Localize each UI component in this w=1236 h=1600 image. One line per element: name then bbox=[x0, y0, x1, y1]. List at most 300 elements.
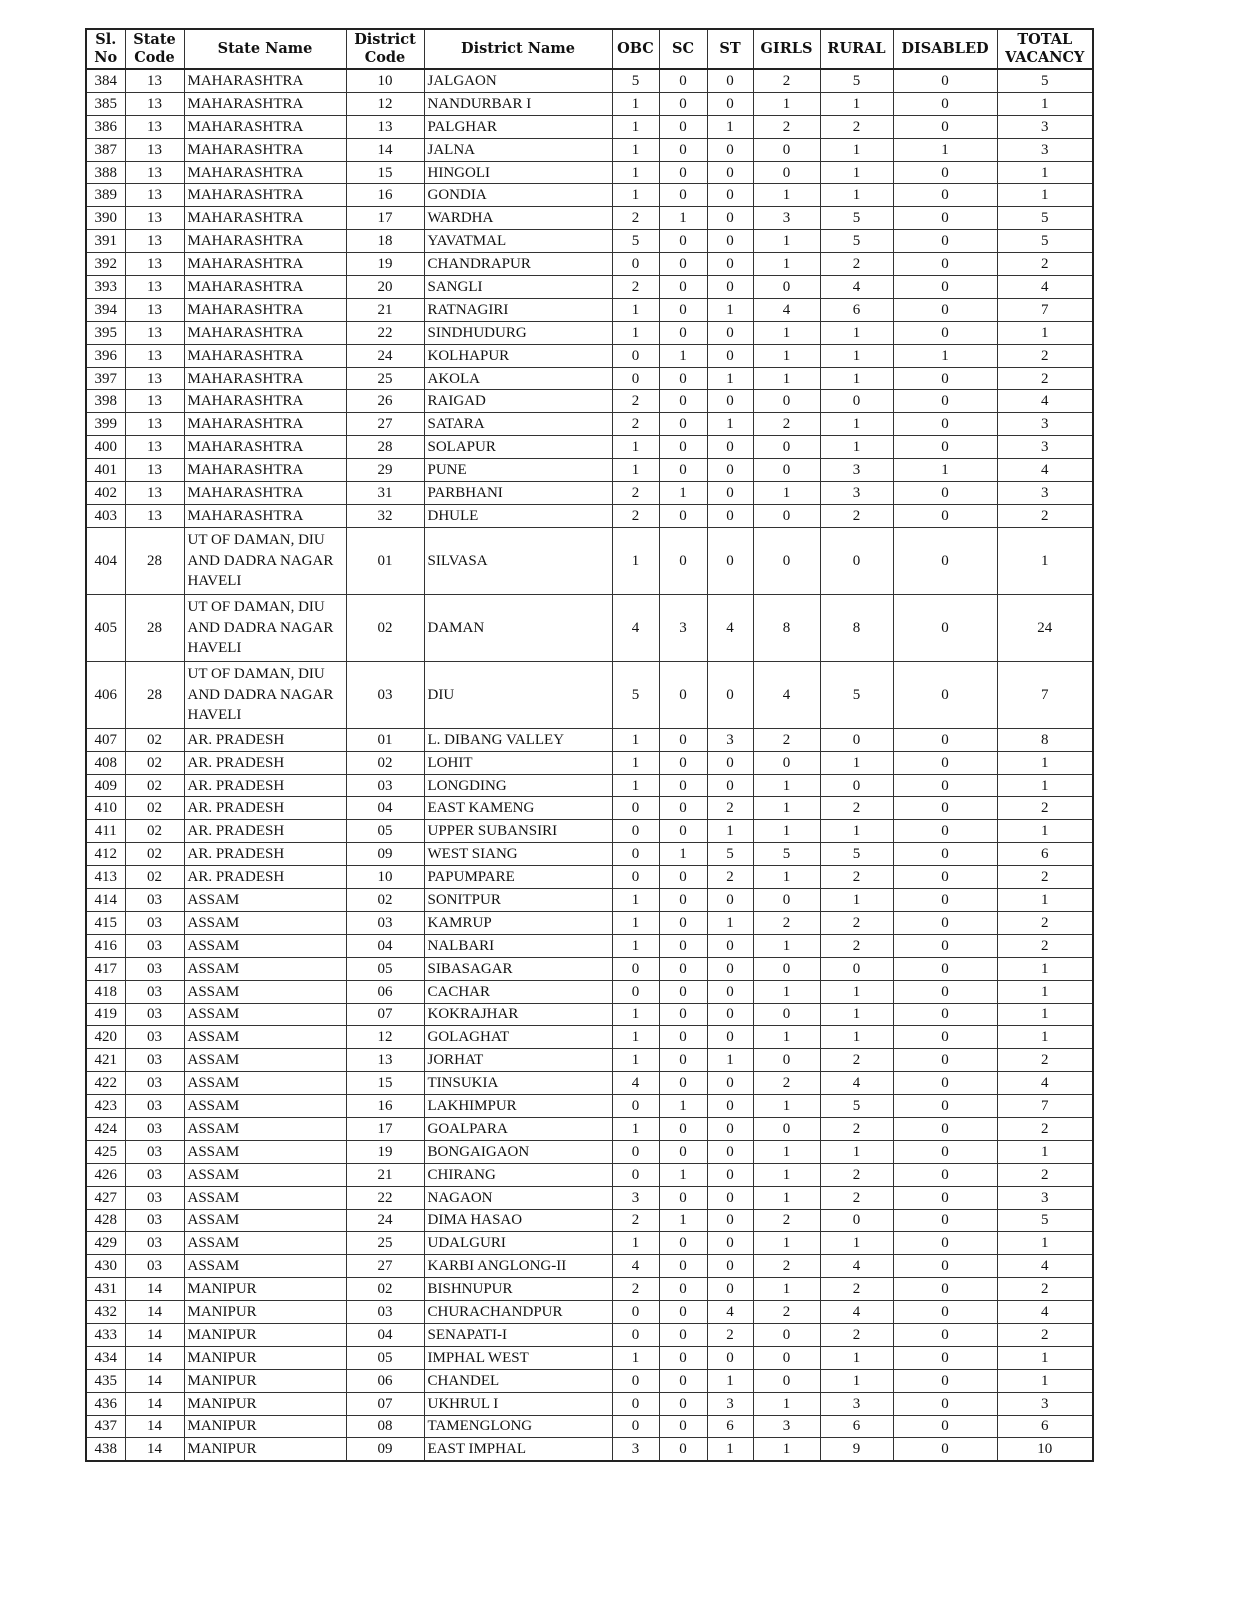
table-row bbox=[86, 184, 1093, 207]
cell-district-name: NANDURBAR I bbox=[424, 92, 612, 115]
cell-girls: 0 bbox=[753, 504, 820, 527]
cell-disabled: 0 bbox=[893, 728, 997, 751]
cell-sl-no: 400 bbox=[86, 436, 125, 459]
cell-sl-no: 428 bbox=[86, 1209, 125, 1232]
cell-state-name: MANIPUR bbox=[184, 1301, 346, 1324]
cell-disabled: 0 bbox=[893, 92, 997, 115]
cell-sl-no: 426 bbox=[86, 1163, 125, 1186]
cell-st: 2 bbox=[707, 866, 753, 889]
cell-district-name: NALBARI bbox=[424, 934, 612, 957]
cell-disabled: 0 bbox=[893, 390, 997, 413]
cell-st: 0 bbox=[707, 321, 753, 344]
cell-obc: 0 bbox=[612, 866, 659, 889]
cell-sc: 0 bbox=[659, 367, 707, 390]
cell-sl-no: 435 bbox=[86, 1369, 125, 1392]
cell-disabled: 0 bbox=[893, 1392, 997, 1415]
cell-st: 0 bbox=[707, 934, 753, 957]
cell-district-name: CHURACHANDPUR bbox=[424, 1301, 612, 1324]
cell-total-vacancy: 3 bbox=[997, 1186, 1093, 1209]
cell-district-name: SILVASA bbox=[424, 527, 612, 594]
cell-district-code: 28 bbox=[346, 436, 424, 459]
cell-obc: 1 bbox=[612, 751, 659, 774]
cell-sl-no: 410 bbox=[86, 797, 125, 820]
cell-obc: 1 bbox=[612, 889, 659, 912]
cell-girls: 1 bbox=[753, 1140, 820, 1163]
cell-state-code: 14 bbox=[125, 1301, 184, 1324]
cell-disabled: 0 bbox=[893, 1415, 997, 1438]
cell-sc: 0 bbox=[659, 1301, 707, 1324]
cell-district-code: 02 bbox=[346, 889, 424, 912]
table-row bbox=[86, 1232, 1093, 1255]
cell-st: 0 bbox=[707, 980, 753, 1003]
table-row bbox=[86, 390, 1093, 413]
cell-sc: 0 bbox=[659, 980, 707, 1003]
cell-state-name: AR. PRADESH bbox=[184, 797, 346, 820]
cell-sl-no: 418 bbox=[86, 980, 125, 1003]
cell-state-name: ASSAM bbox=[184, 911, 346, 934]
cell-disabled: 0 bbox=[893, 1438, 997, 1461]
cell-district-code: 22 bbox=[346, 321, 424, 344]
cell-sl-no: 417 bbox=[86, 957, 125, 980]
cell-district-name: SONITPUR bbox=[424, 889, 612, 912]
cell-state-code: 28 bbox=[125, 594, 184, 661]
cell-district-code: 08 bbox=[346, 1415, 424, 1438]
cell-sl-no: 396 bbox=[86, 344, 125, 367]
cell-obc: 1 bbox=[612, 1026, 659, 1049]
cell-rural: 0 bbox=[820, 390, 893, 413]
cell-district-name: CACHAR bbox=[424, 980, 612, 1003]
cell-sc: 0 bbox=[659, 276, 707, 299]
cell-sl-no: 422 bbox=[86, 1072, 125, 1095]
cell-rural: 2 bbox=[820, 1163, 893, 1186]
cell-disabled: 0 bbox=[893, 957, 997, 980]
table-row bbox=[86, 69, 1093, 92]
cell-state-name: MAHARASHTRA bbox=[184, 367, 346, 390]
cell-girls: 1 bbox=[753, 367, 820, 390]
cell-total-vacancy: 2 bbox=[997, 367, 1093, 390]
cell-state-code: 03 bbox=[125, 889, 184, 912]
cell-obc: 1 bbox=[612, 774, 659, 797]
column-header-district-code: District Code bbox=[346, 29, 424, 69]
cell-state-code: 13 bbox=[125, 138, 184, 161]
cell-st: 0 bbox=[707, 751, 753, 774]
cell-district-name: UDALGURI bbox=[424, 1232, 612, 1255]
table-header bbox=[86, 29, 1093, 69]
cell-sc: 0 bbox=[659, 774, 707, 797]
cell-state-name: ASSAM bbox=[184, 1003, 346, 1026]
cell-state-code: 02 bbox=[125, 843, 184, 866]
cell-state-name: MAHARASHTRA bbox=[184, 115, 346, 138]
cell-sl-no: 387 bbox=[86, 138, 125, 161]
cell-state-code: 03 bbox=[125, 1072, 184, 1095]
cell-total-vacancy: 7 bbox=[997, 661, 1093, 728]
cell-total-vacancy: 2 bbox=[997, 253, 1093, 276]
cell-girls: 1 bbox=[753, 1232, 820, 1255]
cell-rural: 1 bbox=[820, 1346, 893, 1369]
cell-state-name: MAHARASHTRA bbox=[184, 276, 346, 299]
cell-st: 0 bbox=[707, 1140, 753, 1163]
cell-district-code: 26 bbox=[346, 390, 424, 413]
cell-rural: 0 bbox=[820, 774, 893, 797]
cell-district-name: L. DIBANG VALLEY bbox=[424, 728, 612, 751]
cell-sc: 1 bbox=[659, 344, 707, 367]
cell-disabled: 1 bbox=[893, 138, 997, 161]
cell-sl-no: 384 bbox=[86, 69, 125, 92]
cell-obc: 5 bbox=[612, 230, 659, 253]
cell-disabled: 0 bbox=[893, 1140, 997, 1163]
cell-state-code: 02 bbox=[125, 751, 184, 774]
cell-rural: 0 bbox=[820, 728, 893, 751]
cell-district-code: 27 bbox=[346, 1255, 424, 1278]
cell-state-code: 03 bbox=[125, 1140, 184, 1163]
cell-district-name: UKHRUL I bbox=[424, 1392, 612, 1415]
column-header-rural: RURAL bbox=[820, 29, 893, 69]
cell-sc: 0 bbox=[659, 161, 707, 184]
cell-rural: 2 bbox=[820, 866, 893, 889]
cell-st: 0 bbox=[707, 1186, 753, 1209]
cell-total-vacancy: 1 bbox=[997, 321, 1093, 344]
cell-state-name: ASSAM bbox=[184, 889, 346, 912]
cell-state-name: MAHARASHTRA bbox=[184, 413, 346, 436]
cell-obc: 5 bbox=[612, 69, 659, 92]
cell-girls: 1 bbox=[753, 797, 820, 820]
cell-district-name: UPPER SUBANSIRI bbox=[424, 820, 612, 843]
cell-district-name: NAGAON bbox=[424, 1186, 612, 1209]
cell-total-vacancy: 1 bbox=[997, 1140, 1093, 1163]
cell-district-code: 32 bbox=[346, 504, 424, 527]
cell-sc: 1 bbox=[659, 1163, 707, 1186]
cell-total-vacancy: 7 bbox=[997, 298, 1093, 321]
column-header-sc: SC bbox=[659, 29, 707, 69]
cell-state-name: MAHARASHTRA bbox=[184, 161, 346, 184]
cell-total-vacancy: 2 bbox=[997, 934, 1093, 957]
cell-rural: 1 bbox=[820, 1232, 893, 1255]
cell-state-code: 28 bbox=[125, 527, 184, 594]
cell-district-code: 14 bbox=[346, 138, 424, 161]
column-header-obc: OBC bbox=[612, 29, 659, 69]
cell-girls: 1 bbox=[753, 980, 820, 1003]
cell-disabled: 0 bbox=[893, 1278, 997, 1301]
cell-obc: 0 bbox=[612, 843, 659, 866]
cell-st: 0 bbox=[707, 1163, 753, 1186]
cell-rural: 5 bbox=[820, 1095, 893, 1118]
cell-total-vacancy: 6 bbox=[997, 843, 1093, 866]
cell-sl-no: 413 bbox=[86, 866, 125, 889]
cell-district-code: 06 bbox=[346, 980, 424, 1003]
table-row bbox=[86, 980, 1093, 1003]
cell-obc: 1 bbox=[612, 92, 659, 115]
cell-district-name: PARBHANI bbox=[424, 482, 612, 505]
cell-rural: 6 bbox=[820, 298, 893, 321]
cell-total-vacancy: 2 bbox=[997, 866, 1093, 889]
cell-district-code: 13 bbox=[346, 115, 424, 138]
cell-obc: 2 bbox=[612, 276, 659, 299]
cell-obc: 4 bbox=[612, 1072, 659, 1095]
cell-sl-no: 414 bbox=[86, 889, 125, 912]
cell-sc: 0 bbox=[659, 751, 707, 774]
table-row bbox=[86, 344, 1093, 367]
cell-total-vacancy: 2 bbox=[997, 1278, 1093, 1301]
cell-obc: 0 bbox=[612, 797, 659, 820]
cell-disabled: 0 bbox=[893, 1323, 997, 1346]
cell-state-code: 14 bbox=[125, 1278, 184, 1301]
cell-district-code: 10 bbox=[346, 69, 424, 92]
cell-district-code: 01 bbox=[346, 728, 424, 751]
cell-state-code: 02 bbox=[125, 820, 184, 843]
cell-girls: 1 bbox=[753, 1163, 820, 1186]
cell-girls: 2 bbox=[753, 413, 820, 436]
cell-state-name: MANIPUR bbox=[184, 1369, 346, 1392]
table-row bbox=[86, 1415, 1093, 1438]
cell-disabled: 0 bbox=[893, 184, 997, 207]
cell-state-code: 03 bbox=[125, 980, 184, 1003]
cell-sl-no: 423 bbox=[86, 1095, 125, 1118]
cell-sc: 0 bbox=[659, 504, 707, 527]
cell-district-name: GOALPARA bbox=[424, 1117, 612, 1140]
cell-sc: 0 bbox=[659, 866, 707, 889]
cell-st: 0 bbox=[707, 1026, 753, 1049]
cell-st: 1 bbox=[707, 413, 753, 436]
cell-state-code: 14 bbox=[125, 1415, 184, 1438]
cell-total-vacancy: 2 bbox=[997, 797, 1093, 820]
cell-total-vacancy: 2 bbox=[997, 1323, 1093, 1346]
cell-obc: 1 bbox=[612, 527, 659, 594]
cell-district-code: 07 bbox=[346, 1392, 424, 1415]
cell-state-name: MANIPUR bbox=[184, 1323, 346, 1346]
cell-st: 0 bbox=[707, 889, 753, 912]
cell-sl-no: 415 bbox=[86, 911, 125, 934]
cell-st: 0 bbox=[707, 482, 753, 505]
cell-state-code: 03 bbox=[125, 1186, 184, 1209]
table-row bbox=[86, 527, 1093, 594]
cell-girls: 1 bbox=[753, 321, 820, 344]
cell-state-name: MAHARASHTRA bbox=[184, 504, 346, 527]
cell-sl-no: 411 bbox=[86, 820, 125, 843]
cell-sc: 3 bbox=[659, 594, 707, 661]
cell-district-name: EAST KAMENG bbox=[424, 797, 612, 820]
cell-sc: 0 bbox=[659, 459, 707, 482]
table-row bbox=[86, 1072, 1093, 1095]
cell-state-code: 13 bbox=[125, 504, 184, 527]
cell-state-name: ASSAM bbox=[184, 934, 346, 957]
cell-rural: 2 bbox=[820, 934, 893, 957]
cell-state-code: 13 bbox=[125, 367, 184, 390]
cell-state-code: 03 bbox=[125, 934, 184, 957]
cell-rural: 1 bbox=[820, 413, 893, 436]
cell-district-code: 04 bbox=[346, 934, 424, 957]
cell-district-code: 31 bbox=[346, 482, 424, 505]
cell-rural: 1 bbox=[820, 161, 893, 184]
cell-st: 0 bbox=[707, 957, 753, 980]
cell-state-name: ASSAM bbox=[184, 980, 346, 1003]
cell-state-name: AR. PRADESH bbox=[184, 774, 346, 797]
cell-disabled: 0 bbox=[893, 1003, 997, 1026]
cell-disabled: 0 bbox=[893, 321, 997, 344]
cell-state-code: 03 bbox=[125, 1209, 184, 1232]
cell-state-code: 14 bbox=[125, 1323, 184, 1346]
cell-sc: 0 bbox=[659, 1049, 707, 1072]
table-row bbox=[86, 413, 1093, 436]
column-header-district-name: District Name bbox=[424, 29, 612, 69]
cell-sl-no: 398 bbox=[86, 390, 125, 413]
cell-rural: 6 bbox=[820, 1415, 893, 1438]
cell-rural: 1 bbox=[820, 751, 893, 774]
cell-disabled: 0 bbox=[893, 1049, 997, 1072]
cell-obc: 1 bbox=[612, 728, 659, 751]
cell-district-code: 07 bbox=[346, 1003, 424, 1026]
table-row bbox=[86, 92, 1093, 115]
cell-rural: 2 bbox=[820, 1186, 893, 1209]
cell-girls: 2 bbox=[753, 911, 820, 934]
cell-girls: 0 bbox=[753, 276, 820, 299]
cell-total-vacancy: 5 bbox=[997, 207, 1093, 230]
cell-rural: 0 bbox=[820, 1209, 893, 1232]
cell-district-code: 21 bbox=[346, 1163, 424, 1186]
cell-sc: 0 bbox=[659, 92, 707, 115]
cell-obc: 3 bbox=[612, 1438, 659, 1461]
table-row bbox=[86, 843, 1093, 866]
cell-state-code: 13 bbox=[125, 298, 184, 321]
cell-state-name: MANIPUR bbox=[184, 1392, 346, 1415]
cell-rural: 5 bbox=[820, 69, 893, 92]
cell-obc: 1 bbox=[612, 1232, 659, 1255]
cell-obc: 1 bbox=[612, 1346, 659, 1369]
table-row bbox=[86, 459, 1093, 482]
table-row bbox=[86, 889, 1093, 912]
table-row bbox=[86, 482, 1093, 505]
cell-district-code: 16 bbox=[346, 1095, 424, 1118]
cell-sl-no: 433 bbox=[86, 1323, 125, 1346]
cell-sl-no: 389 bbox=[86, 184, 125, 207]
cell-total-vacancy: 4 bbox=[997, 1255, 1093, 1278]
table-row bbox=[86, 728, 1093, 751]
cell-sl-no: 403 bbox=[86, 504, 125, 527]
cell-total-vacancy: 8 bbox=[997, 728, 1093, 751]
cell-state-name: MAHARASHTRA bbox=[184, 436, 346, 459]
cell-disabled: 0 bbox=[893, 436, 997, 459]
cell-obc: 1 bbox=[612, 436, 659, 459]
cell-total-vacancy: 1 bbox=[997, 889, 1093, 912]
cell-st: 0 bbox=[707, 436, 753, 459]
cell-st: 0 bbox=[707, 527, 753, 594]
cell-rural: 4 bbox=[820, 276, 893, 299]
cell-sc: 0 bbox=[659, 253, 707, 276]
cell-state-name: AR. PRADESH bbox=[184, 751, 346, 774]
table-row bbox=[86, 1392, 1093, 1415]
cell-obc: 2 bbox=[612, 413, 659, 436]
cell-district-name: CHANDRAPUR bbox=[424, 253, 612, 276]
cell-rural: 1 bbox=[820, 184, 893, 207]
vacancy-table bbox=[85, 28, 1094, 1462]
cell-girls: 3 bbox=[753, 207, 820, 230]
cell-sc: 0 bbox=[659, 138, 707, 161]
cell-obc: 2 bbox=[612, 390, 659, 413]
cell-disabled: 0 bbox=[893, 1232, 997, 1255]
cell-district-name: JORHAT bbox=[424, 1049, 612, 1072]
cell-total-vacancy: 1 bbox=[997, 774, 1093, 797]
table-row bbox=[86, 797, 1093, 820]
cell-state-name: MAHARASHTRA bbox=[184, 138, 346, 161]
cell-district-name: LAKHIMPUR bbox=[424, 1095, 612, 1118]
cell-girls: 0 bbox=[753, 138, 820, 161]
cell-sc: 0 bbox=[659, 728, 707, 751]
cell-district-name: BONGAIGAON bbox=[424, 1140, 612, 1163]
cell-obc: 0 bbox=[612, 1323, 659, 1346]
cell-disabled: 0 bbox=[893, 751, 997, 774]
cell-st: 0 bbox=[707, 69, 753, 92]
column-header-sl-no: Sl. No bbox=[86, 29, 125, 69]
cell-total-vacancy: 3 bbox=[997, 413, 1093, 436]
cell-st: 2 bbox=[707, 797, 753, 820]
cell-state-name: ASSAM bbox=[184, 1117, 346, 1140]
cell-district-code: 13 bbox=[346, 1049, 424, 1072]
cell-girls: 1 bbox=[753, 482, 820, 505]
cell-district-code: 04 bbox=[346, 1323, 424, 1346]
cell-sc: 0 bbox=[659, 298, 707, 321]
cell-state-name: MAHARASHTRA bbox=[184, 230, 346, 253]
cell-girls: 0 bbox=[753, 527, 820, 594]
cell-sc: 0 bbox=[659, 1369, 707, 1392]
cell-total-vacancy: 3 bbox=[997, 482, 1093, 505]
table-row bbox=[86, 1255, 1093, 1278]
cell-st: 0 bbox=[707, 774, 753, 797]
cell-girls: 0 bbox=[753, 459, 820, 482]
cell-girls: 1 bbox=[753, 230, 820, 253]
cell-state-code: 14 bbox=[125, 1369, 184, 1392]
cell-girls: 4 bbox=[753, 298, 820, 321]
cell-rural: 1 bbox=[820, 321, 893, 344]
cell-st: 0 bbox=[707, 1003, 753, 1026]
cell-rural: 3 bbox=[820, 482, 893, 505]
cell-disabled: 0 bbox=[893, 661, 997, 728]
cell-total-vacancy: 2 bbox=[997, 911, 1093, 934]
cell-disabled: 0 bbox=[893, 413, 997, 436]
cell-obc: 1 bbox=[612, 1003, 659, 1026]
cell-state-code: 02 bbox=[125, 866, 184, 889]
cell-sl-no: 391 bbox=[86, 230, 125, 253]
cell-st: 0 bbox=[707, 390, 753, 413]
cell-rural: 1 bbox=[820, 1026, 893, 1049]
cell-disabled: 0 bbox=[893, 1255, 997, 1278]
cell-district-name: IMPHAL WEST bbox=[424, 1346, 612, 1369]
cell-state-name: ASSAM bbox=[184, 1186, 346, 1209]
cell-girls: 5 bbox=[753, 843, 820, 866]
cell-state-name: ASSAM bbox=[184, 1140, 346, 1163]
cell-total-vacancy: 1 bbox=[997, 1232, 1093, 1255]
column-header-girls: GIRLS bbox=[753, 29, 820, 69]
cell-girls: 0 bbox=[753, 751, 820, 774]
cell-disabled: 0 bbox=[893, 820, 997, 843]
cell-state-name: MAHARASHTRA bbox=[184, 69, 346, 92]
cell-state-code: 02 bbox=[125, 728, 184, 751]
cell-total-vacancy: 4 bbox=[997, 390, 1093, 413]
cell-state-code: 03 bbox=[125, 1163, 184, 1186]
cell-district-code: 04 bbox=[346, 797, 424, 820]
table-row bbox=[86, 138, 1093, 161]
cell-district-name: SIBASAGAR bbox=[424, 957, 612, 980]
cell-state-code: 13 bbox=[125, 413, 184, 436]
cell-sl-no: 406 bbox=[86, 661, 125, 728]
cell-state-code: 03 bbox=[125, 1095, 184, 1118]
cell-sc: 0 bbox=[659, 1117, 707, 1140]
cell-obc: 3 bbox=[612, 1186, 659, 1209]
table-row bbox=[86, 1026, 1093, 1049]
cell-girls: 0 bbox=[753, 1003, 820, 1026]
cell-disabled: 0 bbox=[893, 482, 997, 505]
table-row bbox=[86, 934, 1093, 957]
table-row bbox=[86, 161, 1093, 184]
column-header-total-vacancy: TOTAL VACANCY bbox=[997, 29, 1093, 69]
